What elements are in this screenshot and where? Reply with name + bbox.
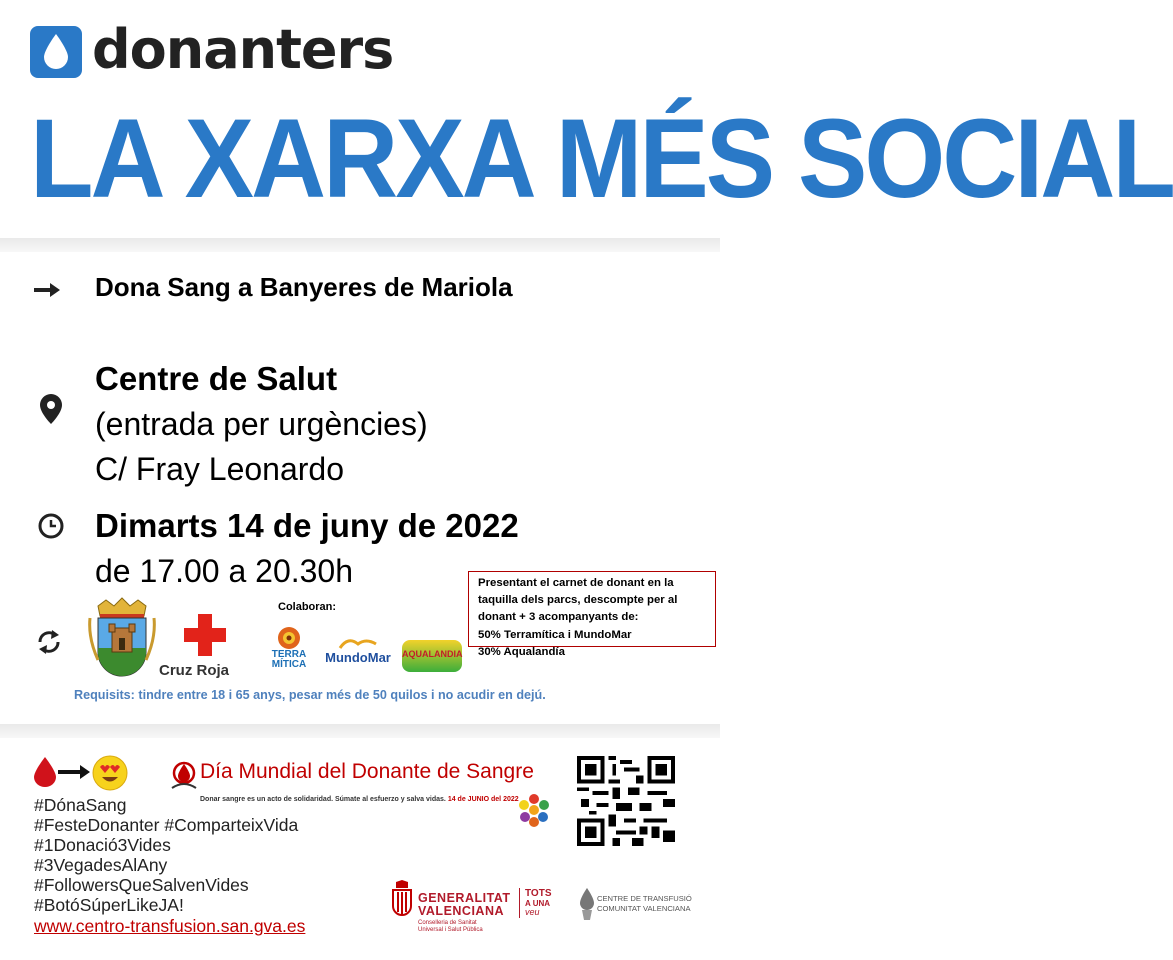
centre-line2: COMUNITAT VALENCIANA [597, 904, 691, 913]
hashtags-list [34, 795, 305, 936]
centre-line1: CENTRE DE TRANSFUSIÓ [597, 894, 692, 903]
generalitat-line2: VALENCIANA [418, 904, 505, 918]
generalitat-line1: GENERALITAT [418, 891, 511, 905]
red-cross-icon [184, 614, 226, 661]
terra-mitica-line2: MÍTICA [271, 659, 307, 670]
terra-mitica-logo [266, 626, 312, 674]
hashtag: #FollowersQueSalvenVides [34, 875, 249, 896]
generalitat-crest-icon [390, 880, 414, 925]
event-date: Dimarts 14 de juny de 2022 [95, 507, 519, 544]
location-pin-icon [40, 394, 62, 429]
hashtag: #FesteDonanter #ComparteixVida [34, 815, 299, 836]
world-day-emblem-icon [170, 760, 198, 795]
offer-line: taquilla dels parcs, descompte per al [478, 594, 678, 607]
terra-mitica-line1: TERRA [271, 649, 307, 660]
event-time: de 17.00 a 20.30h [95, 553, 354, 589]
event-title: Dona Sang a Banyeres de Mariola [95, 272, 513, 302]
discount-offer-box [468, 571, 716, 658]
hashtag: #1Donació3Vides [34, 835, 171, 856]
tots-line3: veu [525, 907, 540, 917]
aqualandia-label: AQUALANDIA [402, 649, 463, 659]
tagline-regular: LA XARXA [30, 96, 556, 223]
tagline [30, 96, 1173, 223]
tots-line1: TOTS [525, 888, 552, 899]
centre-transfusio-emblem-icon [578, 888, 596, 925]
hashtag: #BotóSúperLikeJA! [34, 895, 184, 916]
venue-name: Centre de Salut [95, 360, 338, 397]
venue-note: (entrada per urgències) [95, 406, 428, 442]
world-day-subtitle-text: Donar sangre es un acto de solidaridad. Súmate al esfuerzo y salva vidas. [200, 796, 446, 803]
requirements-text: Requisits: tindre entre 18 i 65 anys, pesar més de 50 quilos i no acudir en dejú. [74, 688, 546, 702]
blood-drop-icon [34, 757, 56, 792]
clock-icon [38, 513, 64, 544]
flower-globe-emblem-icon [516, 792, 552, 837]
generalitat-divider [519, 888, 520, 918]
aqualandia-logo [402, 640, 462, 672]
qr-code-image[interactable] [577, 756, 675, 851]
generalitat-sub2: Universal i Salut Pública [418, 927, 483, 933]
hashtag: #3VegadesAlAny [34, 855, 168, 876]
generalitat-sub1: Conselleria de Sanitat [418, 920, 477, 926]
refresh-icon [36, 628, 62, 661]
tagline-bold: MÉS SOCIAL [555, 96, 1173, 223]
brand-name: donanters [92, 18, 394, 81]
mundomar-logo [320, 636, 396, 672]
arrow-right-icon [34, 282, 60, 303]
mundomar-label: MundoMar [325, 650, 391, 665]
venue-address: C/ Fray Leonardo [95, 451, 345, 487]
offer-line: 30% Aqualandía [478, 645, 565, 658]
offer-line: 50% Terramítica i MundoMar [478, 628, 632, 641]
arrow-right-icon [58, 765, 90, 784]
hashtag: #DónaSang [34, 795, 127, 815]
world-day-date: 14 de JUNIO del 2022 [447, 796, 519, 803]
banyeres-coat-of-arms-logo [88, 598, 156, 683]
header [0, 0, 1173, 240]
world-day-subtitle [200, 796, 519, 803]
bottom-divider-band [0, 724, 720, 738]
tots-line2: A UNA [525, 899, 551, 908]
logo-drop-icon [30, 26, 82, 78]
collaborators-heading: Colaboran: [278, 601, 337, 613]
offer-line: donant + 3 acompanyants de: [478, 611, 639, 624]
website-link[interactable]: www.centro-transfusion.san.gva.es [34, 915, 306, 936]
heart-eyes-emoji-icon [92, 755, 128, 796]
top-divider-band [0, 238, 720, 252]
cruz-roja-label: Cruz Roja [159, 662, 230, 679]
offer-line: Presentant el carnet de donant en la [478, 577, 674, 589]
world-day-title: Día Mundial del Donante de Sangre [200, 760, 534, 783]
